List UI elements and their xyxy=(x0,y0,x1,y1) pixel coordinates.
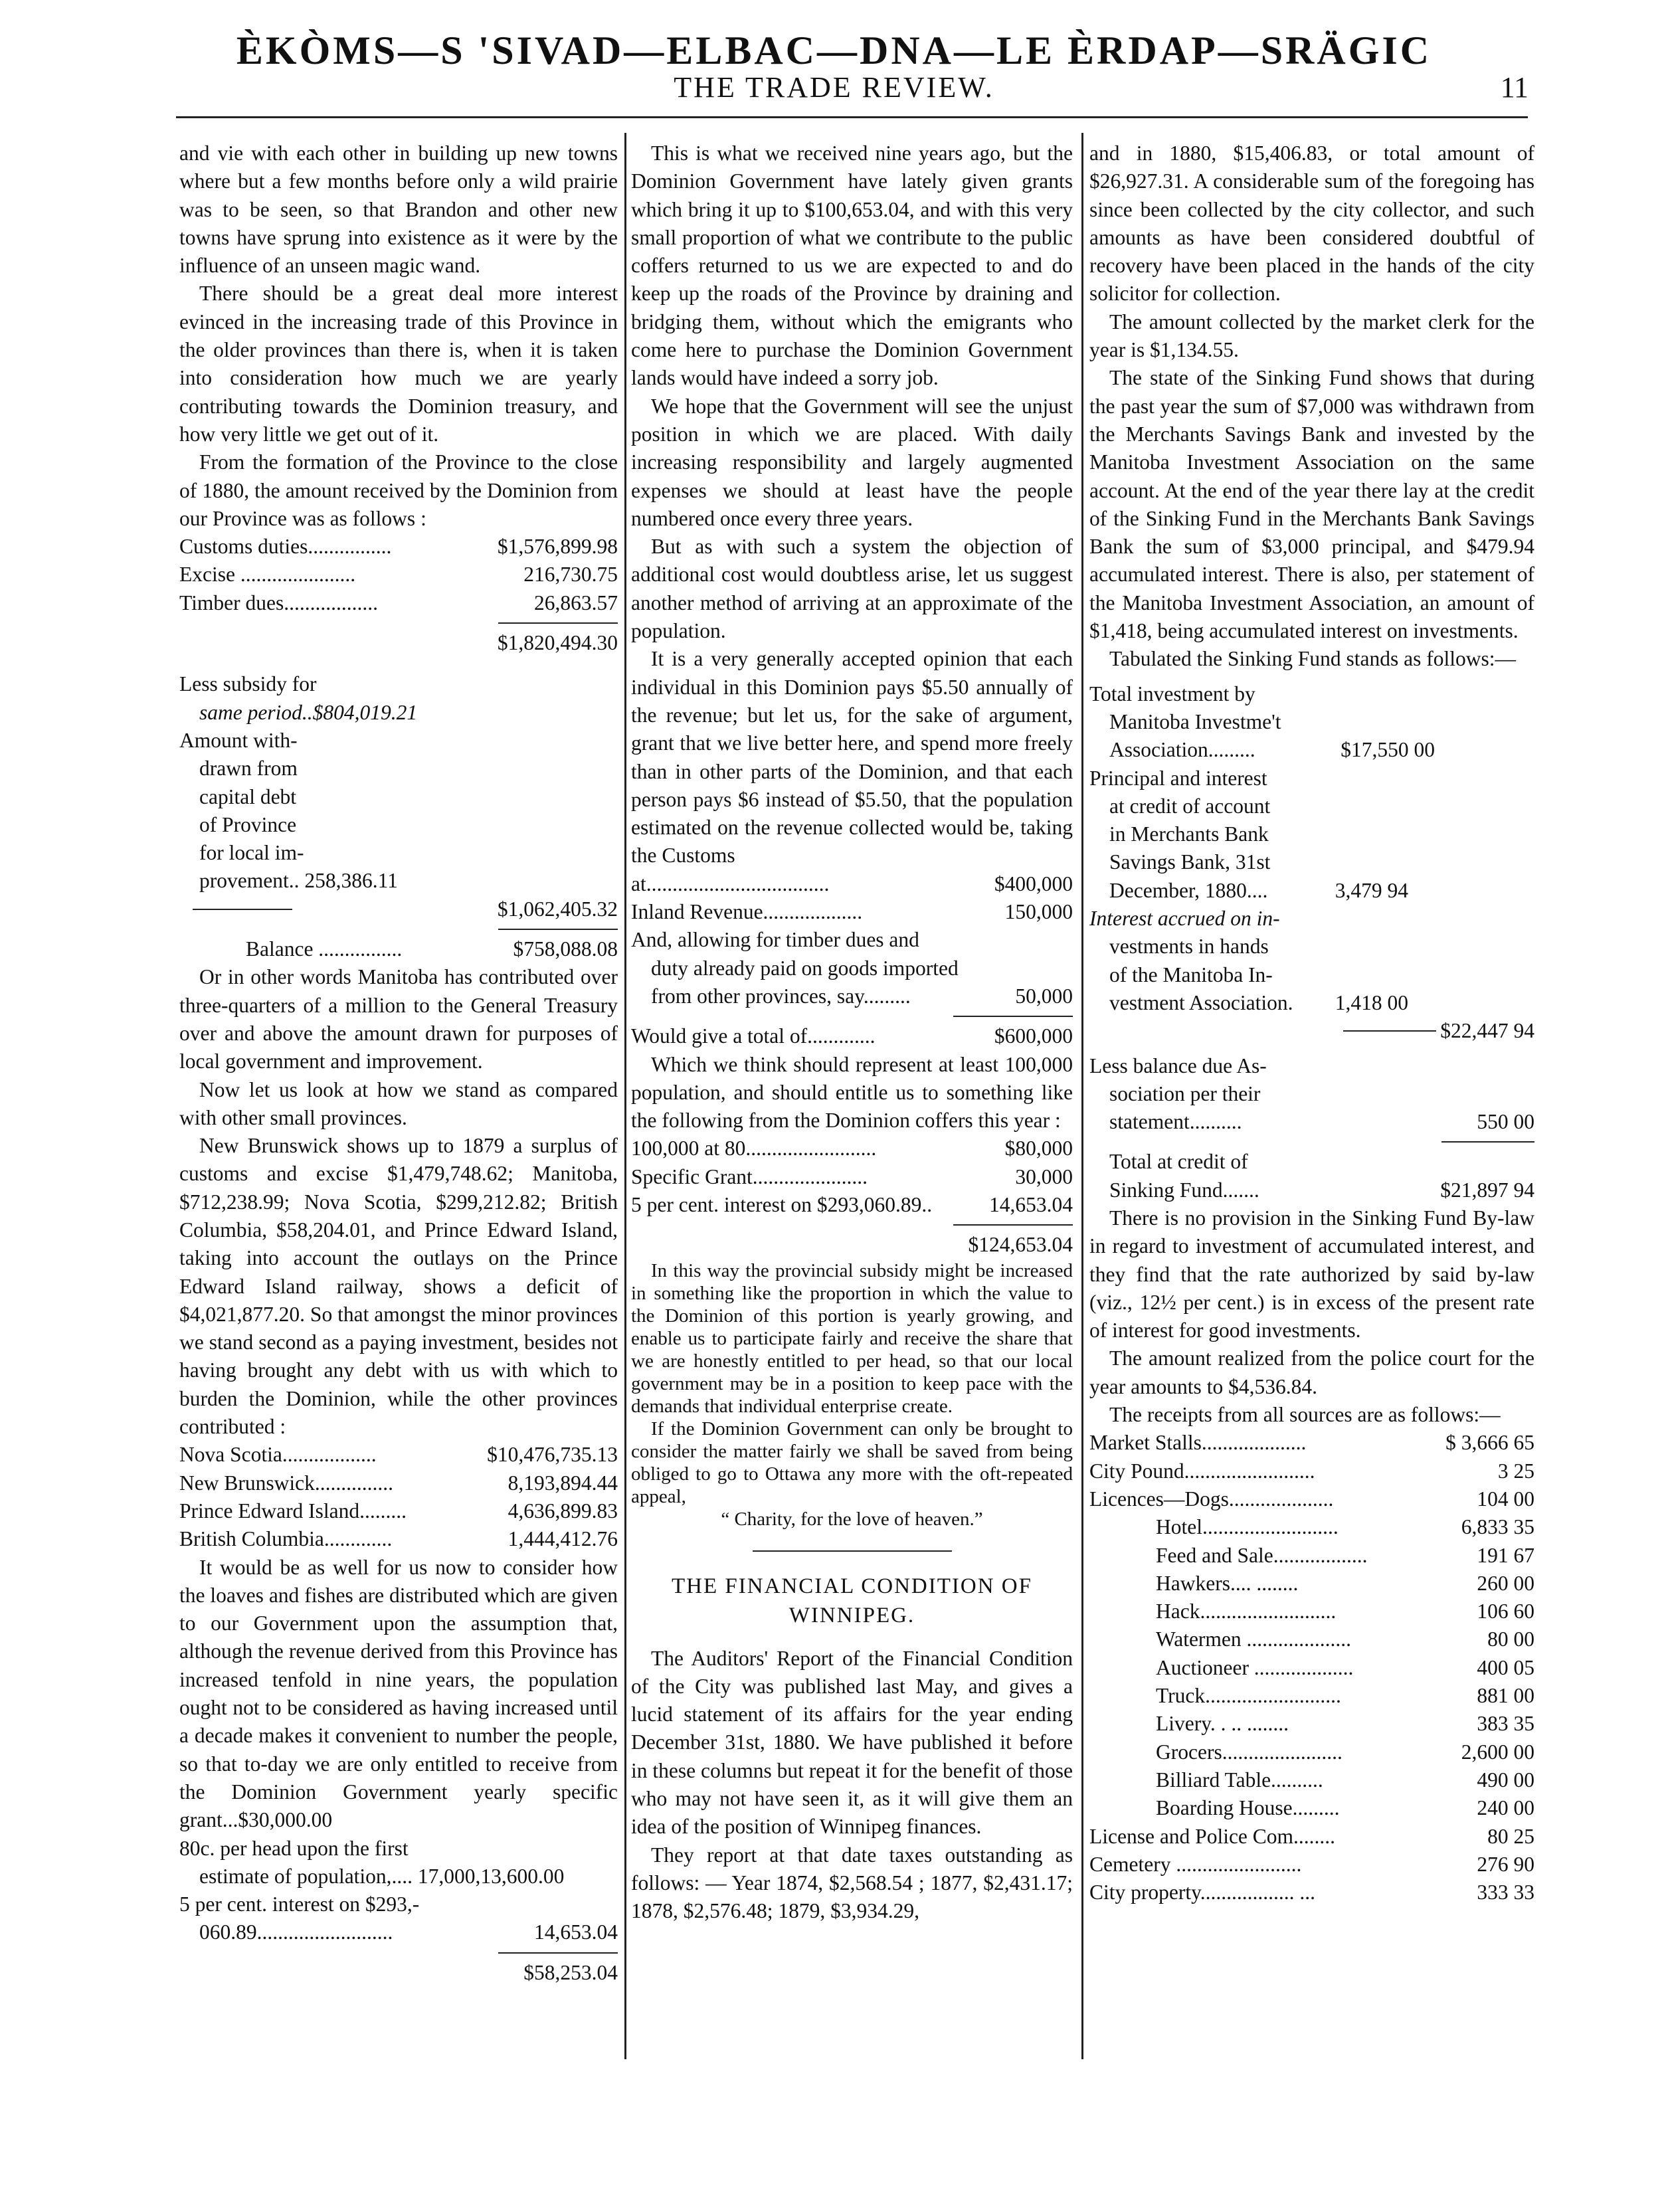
table-row: 5 per cent. interest on $293,060.89.. 14,653.04 xyxy=(631,1192,1073,1216)
paragraph: There is no provision in the Sinking Fund By-law in regard to investment of accumulated interest, and they find that the rate authorized by said by-law (viz., 12½ per cent.) is in excess of the present rate of interest for good investments. xyxy=(1089,1206,1534,1342)
section-rule xyxy=(753,1550,952,1552)
sum-rule xyxy=(498,929,618,930)
table-row: Hotel.......................... 6,833 35 xyxy=(1156,1515,1534,1539)
table-row: Timber dues.................. 26,863.57 xyxy=(179,591,618,614)
table-label: 80c. per head upon the first xyxy=(179,1836,409,1860)
table-label: for local im- xyxy=(199,841,304,865)
table-label: at credit of account xyxy=(1109,794,1271,818)
table-row: Specific Grant...................... 30,000 xyxy=(631,1164,1073,1188)
paragraph: Which we think should represent at least 100,000 population, and should entitle us to something like the following from the Dominion coffers this year : xyxy=(631,1052,1073,1133)
table-row: Inland Revenue................... 150,000 xyxy=(631,900,1073,924)
sum-total: $1,820,494.30 xyxy=(497,631,618,655)
table-row: $22,447 94 xyxy=(1089,1017,1534,1045)
sum-rule xyxy=(193,909,292,910)
paragraph: This is what we received nine years ago, but the Dominion Government have lately given grants which bring it up to $100,653.04, and with this very small proportion of what we contribute to the public coffers returned to us we are expected to and do keep up the roads of the Province by draining and bridging them, without which the emigrants who come here to purchase the Dominion Government lands would have indeed a sorry job. xyxy=(631,141,1073,390)
table-row: Hack.......................... 106 60 xyxy=(1156,1600,1534,1623)
paragraph: From the formation of the Province to the close of 1880, the amount received by the Dominion from our Province was as follows : xyxy=(179,450,618,530)
header-rule xyxy=(176,116,1528,118)
sum-rule xyxy=(953,1224,1073,1226)
paragraph: But as with such a system the objection of additional cost would doubtless arise, let us suggest another method of arriving at an approximate of the population. xyxy=(631,535,1073,643)
table-row: vestment Association. 1,418 00 xyxy=(1109,990,1408,1014)
page-title: THE TRADE REVIEW. xyxy=(674,71,994,104)
table-row: Balance ................ $758,088.08 xyxy=(246,937,618,961)
column-2 xyxy=(631,139,1073,1926)
table-row: British Columbia............. 1,444,412.76 xyxy=(179,1527,618,1551)
paragraph: It would be as well for us now to consider how the loaves and fishes are distributed which are given to our Government upon the assumption that, although the revenue derived from this Province has increased tenfold in nine years, the population ought not to be considered as having increased until a decade makes it convenient to number the people, so that to-day we are only entitled to receive from the Dominion Government yearly specific grant...$30,000.00 xyxy=(179,1555,618,1832)
table-row: Excise ...................... 216,730.75 xyxy=(179,563,618,587)
table-row: Association......... $17,550 00 xyxy=(1109,738,1435,762)
paragraph: The receipts from all sources are as follows:— xyxy=(1109,1403,1501,1427)
sum-rule xyxy=(1343,1030,1436,1032)
table-label: drawn from xyxy=(199,757,298,781)
table-row: Boarding House......... 240 00 xyxy=(1156,1796,1534,1820)
table-row: Nova Scotia.................. $10,476,735.13 xyxy=(179,1443,618,1467)
table-row: Licences—Dogs.................... 104 00 xyxy=(1089,1487,1534,1511)
table-label: sociation per their xyxy=(1109,1081,1261,1105)
paragraph: We hope that the Government will see the unjust position in which we are placed. With daily increasing responsibility and largely augmented expenses we should at least have the people numbered once every three years. xyxy=(631,394,1073,530)
table-row: Feed and Sale.................. 191 67 xyxy=(1156,1543,1534,1567)
table-label: same period..$804,019.21 xyxy=(199,700,418,724)
receipts-table xyxy=(1089,1429,1534,1906)
paragraph: The Auditors' Report of the Financial Condition of the City was published last May, and gives a lucid statement of its affairs for the year ending December 31st, 1880. We have published it before in these columns but repeat it for the benefit of those who may not have seen it, as it will give them an idea of the position of Winnipeg finances. xyxy=(631,1646,1073,1839)
table-row: Customs duties................ $1,576,899.98 xyxy=(179,535,618,559)
paragraph: In this way the provincial subsidy might be increased in something like the proportion in which the value to the Dominion of this portion is yearly growing, and enable us to participate fairly and receive the share that we are honestly entitled to per head, so that our local government may be in a position to keep pace with the demands that individual enterprise create. xyxy=(631,1259,1073,1417)
sum-rule xyxy=(498,622,618,624)
table-row: New Brunswick............... 8,193,894.44 xyxy=(179,1471,618,1495)
table-row: Watermen .................... 80 00 xyxy=(1156,1627,1534,1651)
table-label: 5 per cent. interest on $293,- xyxy=(179,1892,420,1916)
table-label: of the Manitoba In- xyxy=(1109,963,1273,986)
table-label: Total investment by xyxy=(1089,682,1255,705)
table-label: Interest accrued on in- xyxy=(1089,907,1280,931)
paragraph: It is a very generally accepted opinion that each individual in this Dominion pays $5.50 annually of the revenue; but let us, for the sake of argument, grant that we live better here, and spend more freely than in other parts of the Dominion, and that each person pays $6 instead of $5.50, that the population estimated on the revenue collected would be, taking the Customs xyxy=(631,647,1073,868)
column-rule-2 xyxy=(1081,133,1083,2059)
paragraph: They report at that date taxes outstanding as follows: — Year 1874, $2,568.54 ; 1877, $2,431.17; 1878, $2,576.48; 1879, $3,934.29, xyxy=(631,1843,1073,1923)
paragraph: and vie with each other in building up new towns where but a few months before only a wild prairie was to be seen, so that Brandon and other new towns have sprung into existence as it were by the influence of an unseen magic wand. xyxy=(179,141,618,278)
paragraph: Now let us look at how we stand as compared with other small provinces. xyxy=(179,1077,618,1129)
table-label: Total at credit of xyxy=(1109,1150,1248,1174)
table-row: Market Stalls.................... $ 3,666 65 xyxy=(1089,1431,1534,1455)
section-heading: THE FINANCIAL CONDITION OF WINNIPEG. xyxy=(672,1574,1032,1627)
paragraph: If the Dominion Government can only be brought to consider the matter fairly we shall be saved from being obliged to go to Ottawa any more with the oft-repeated appeal, xyxy=(631,1418,1073,1507)
table-label: in Merchants Bank xyxy=(1109,822,1269,846)
table-row: statement.......... 550 00 xyxy=(1109,1110,1534,1134)
paragraph: Or in other words Manitoba has contributed over three-quarters of a million to the General Treasury over and above the amount drawn for purposes of local government and improvement. xyxy=(179,965,618,1073)
table-label: Amount with- xyxy=(179,728,298,752)
table-row: Truck.......................... 881 00 xyxy=(1156,1684,1534,1708)
paragraph: Tabulated the Sinking Fund stands as follows:— xyxy=(1109,647,1517,671)
table-row: Grocers....................... 2,600 00 xyxy=(1156,1740,1534,1764)
table-label: provement.. 258,386.11 xyxy=(199,869,398,893)
paragraph: There should be a great deal more interest evinced in the increasing trade of this Province in the older provinces than there is, when it is taken into consideration how much we are yearly contributing towards the Dominion treasury, and how very little we get out of it. xyxy=(179,282,618,446)
table-label: And, allowing for timber dues and xyxy=(631,928,919,952)
table-label: vestments in hands xyxy=(1109,935,1269,959)
table-row: 060.89.......................... 14,653.04 xyxy=(199,1920,618,1944)
quotation: “ Charity, for the love of heaven.” xyxy=(721,1508,983,1530)
page-number: 11 xyxy=(1500,71,1529,104)
sum-rule xyxy=(498,1952,618,1954)
paragraph: New Brunswick shows up to 1879 a surplus of customs and excise $1,479,748.62; Manitoba, $712,238.99; Nova Scotia, $299,212.82; British Columbia, $58,204.01, and Prince Edward Island, taking into account the outlays on the Prince Edward Island railway, shows a deficit of $4,021,877.20. So that amongst the minor provinces we stand second as a paying investment, besides not having brought any debt with us with which to burden the Dominion, while the other provinces contributed : xyxy=(179,1134,618,1439)
table-label: Manitoba Investme't xyxy=(1109,709,1281,733)
column-3 xyxy=(1089,139,1534,1906)
table-row: License and Police Com........ 80 25 xyxy=(1089,1824,1534,1848)
paragraph: and in 1880, $15,406.83, or total amount of $26,927.31. A considerable sum of the foregoing has since been collected by the city collector, and such amounts as have been considered doubtful of recovery have been placed in the hands of the city solicitor for collection. xyxy=(1089,141,1534,306)
table-row: Auctioneer ................... 400 05 xyxy=(1156,1655,1534,1679)
table-label: Less subsidy for xyxy=(179,672,317,696)
table-label: Principal and interest xyxy=(1089,766,1267,790)
sum-rule xyxy=(953,1016,1073,1017)
table-row: Hawkers.... ........ 260 00 xyxy=(1156,1571,1534,1595)
sum-total: $124,653.04 xyxy=(968,1233,1073,1257)
sum-total: $1,062,405.32 xyxy=(497,897,618,921)
table-row: City Pound......................... 3 25 xyxy=(1089,1459,1534,1483)
table-row: Sinking Fund....... $21,897 94 xyxy=(1109,1178,1534,1202)
paragraph: The state of the Sinking Fund shows that during the past year the sum of $7,000 was withdrawn from the Merchants Savings Bank and invested by the Manitoba Investment Association on the same account. At the end of the year there lay at the credit of the Sinking Fund in the Merchants Bank Savings Bank the sum of $3,000 principal, and $479.94 accumulated interest. There is also, per statement of the Manitoba Investment Association, an amount of $1,418, being accumulated interest on investments. xyxy=(1089,366,1534,643)
paragraph: The amount collected by the market clerk for the year is $1,134.55. xyxy=(1089,310,1534,362)
table-row: 100,000 at 80......................... $80,000 xyxy=(631,1137,1073,1160)
table-row: December, 1880.... 3,479 94 xyxy=(1109,878,1408,902)
table-label: capital debt xyxy=(199,784,297,808)
sum-rule xyxy=(1441,1141,1534,1143)
table-label: estimate of population,.... 17,000,13,600.00 xyxy=(199,1864,565,1888)
column-1 xyxy=(179,139,618,1987)
table-row: Would give a total of............. $600,000 xyxy=(631,1024,1073,1048)
paragraph: The amount realized from the police court for the year amounts to $4,536.84. xyxy=(1089,1346,1534,1398)
table-row: Livery. . .. ........ 383 35 xyxy=(1156,1712,1534,1736)
table-row: from other provinces, say......... 50,000 xyxy=(651,984,1073,1008)
reversed-masthead: ÈKÒMS—S 'SIVAD—ELBAC—DNA—LE ÈRDAP—SRÄGIC xyxy=(236,29,1432,72)
table-label: duty already paid on goods imported xyxy=(651,956,959,980)
table-row: City property.................. ... 333 33 xyxy=(1089,1881,1534,1904)
table-row: Prince Edward Island......... 4,636,899.83 xyxy=(179,1499,618,1522)
column-rule-1 xyxy=(624,133,626,2059)
sum-total: $58,253.04 xyxy=(523,1960,618,1984)
table-row: Billiard Table.......... 490 00 xyxy=(1156,1768,1534,1792)
table-label: Less balance due As- xyxy=(1089,1054,1267,1077)
table-row: at................................... $400,000 xyxy=(631,872,1073,895)
table-row: Cemetery ........................ 276 90 xyxy=(1089,1852,1534,1876)
table-label: of Province xyxy=(199,812,297,836)
table-label: Savings Bank, 31st xyxy=(1109,850,1271,874)
